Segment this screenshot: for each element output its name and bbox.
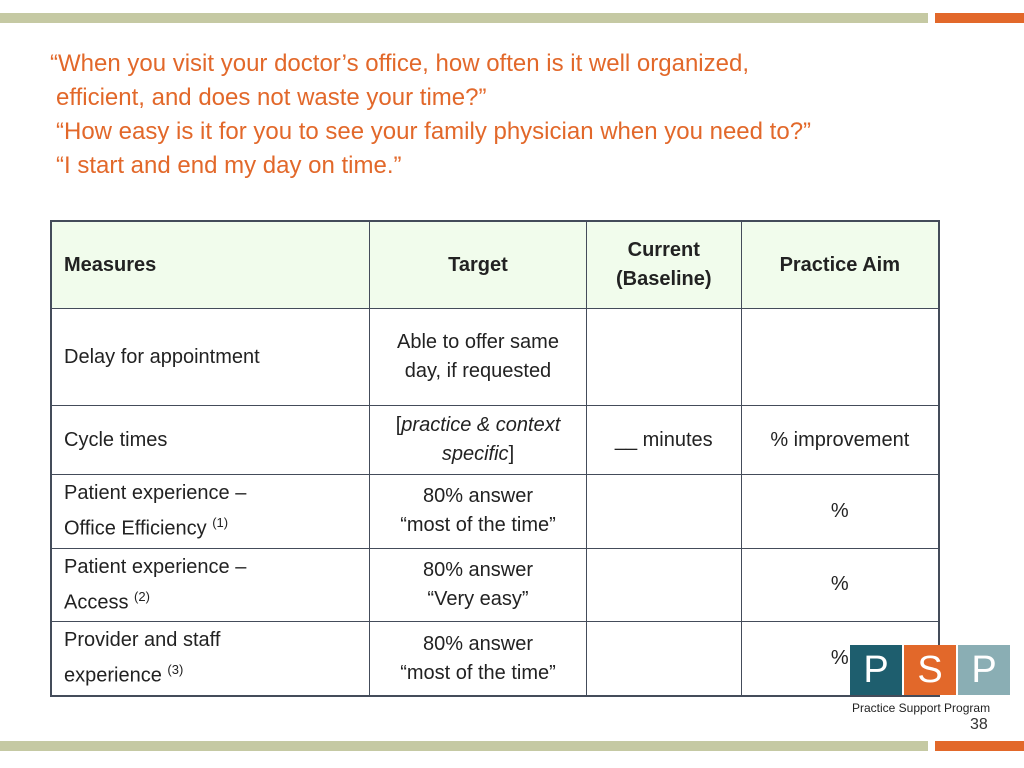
bottom-accent-bar bbox=[935, 741, 1024, 751]
header-current-line2: (Baseline) bbox=[615, 268, 712, 290]
measure-cell: Cycle times bbox=[51, 406, 370, 475]
current-cell bbox=[586, 475, 741, 549]
footnote-ref: (3) bbox=[167, 662, 184, 678]
bottom-decorative-bar bbox=[0, 741, 928, 751]
target-cell bbox=[370, 475, 587, 549]
measure-line2: Access bbox=[64, 591, 135, 614]
header-current bbox=[586, 221, 741, 309]
measure-cell bbox=[51, 548, 370, 622]
header-practice-aim: Practice Aim bbox=[741, 221, 939, 309]
logo-letter-s: S bbox=[904, 645, 956, 695]
header-measures: Measures bbox=[51, 221, 370, 309]
footnote-ref: (2) bbox=[134, 588, 150, 604]
aim-cell: % bbox=[741, 548, 939, 622]
current-cell: __ minutes bbox=[586, 406, 741, 475]
measure-line2: Office Efficiency bbox=[64, 517, 213, 540]
target-italic-text: practice & context specific bbox=[401, 414, 561, 465]
measure-line1: Patient experience – bbox=[64, 555, 247, 578]
measure-line1: Patient experience – bbox=[64, 482, 247, 504]
measure-cell bbox=[51, 622, 370, 696]
top-decorative-bar bbox=[0, 13, 928, 23]
psp-logo bbox=[850, 645, 1012, 715]
target-line2: “most of the time” bbox=[400, 661, 556, 684]
table-row bbox=[51, 309, 939, 406]
aim-cell: % bbox=[741, 475, 939, 549]
current-cell bbox=[586, 309, 741, 406]
current-cell bbox=[586, 548, 741, 622]
aim-cell: % improvement bbox=[741, 406, 939, 475]
quote-line-2: “How easy is it for you to see your family physician when you need to?” bbox=[56, 118, 812, 145]
target-line1: 80% answer bbox=[422, 485, 534, 508]
aim-cell bbox=[741, 309, 939, 406]
quote-line-1: “When you visit your doctor’s office, how often is it well organized, bbox=[50, 50, 749, 77]
measure-cell bbox=[51, 475, 370, 549]
target-line2: “most of the time” bbox=[400, 514, 556, 537]
quote-line-3: “I start and end my day on time.” bbox=[56, 152, 402, 179]
logo-letter-p-second: P bbox=[958, 645, 1010, 695]
measure-line1: Provider and staff bbox=[64, 629, 221, 652]
quote-line-1-continued: efficient, and does not waste your time?” bbox=[56, 84, 487, 111]
page-number: 38 bbox=[970, 716, 988, 733]
target-bracket-close: ] bbox=[508, 443, 515, 465]
target-cell bbox=[370, 406, 587, 475]
target-line1: 80% answer bbox=[422, 558, 534, 581]
header-target: Target bbox=[370, 221, 587, 309]
target-bracket-open: [ bbox=[395, 414, 402, 436]
target-line2: “Very easy” bbox=[427, 587, 529, 610]
target-cell bbox=[370, 622, 587, 696]
aim-cell: % bbox=[741, 622, 939, 696]
table-header-row bbox=[51, 221, 939, 309]
top-accent-bar bbox=[935, 13, 1024, 23]
logo-letter-boxes bbox=[850, 645, 1012, 695]
table-row bbox=[51, 475, 939, 549]
table-row bbox=[51, 548, 939, 622]
measure-line2: experience bbox=[64, 664, 168, 687]
target-cell: Able to offer same day, if requested bbox=[370, 309, 587, 406]
logo-letter-p: P bbox=[850, 645, 902, 695]
table-row bbox=[51, 406, 939, 475]
measure-cell: Delay for appointment bbox=[51, 309, 370, 406]
table-row bbox=[51, 622, 939, 696]
measures-table bbox=[50, 220, 940, 697]
survey-quotes bbox=[50, 47, 990, 183]
footnote-ref: (1) bbox=[212, 515, 229, 530]
target-cell bbox=[370, 548, 587, 622]
target-line1: 80% answer bbox=[422, 632, 534, 655]
current-cell bbox=[586, 622, 741, 696]
logo-caption: Practice Support Program bbox=[852, 701, 991, 715]
header-current-line1: Current bbox=[627, 239, 700, 261]
